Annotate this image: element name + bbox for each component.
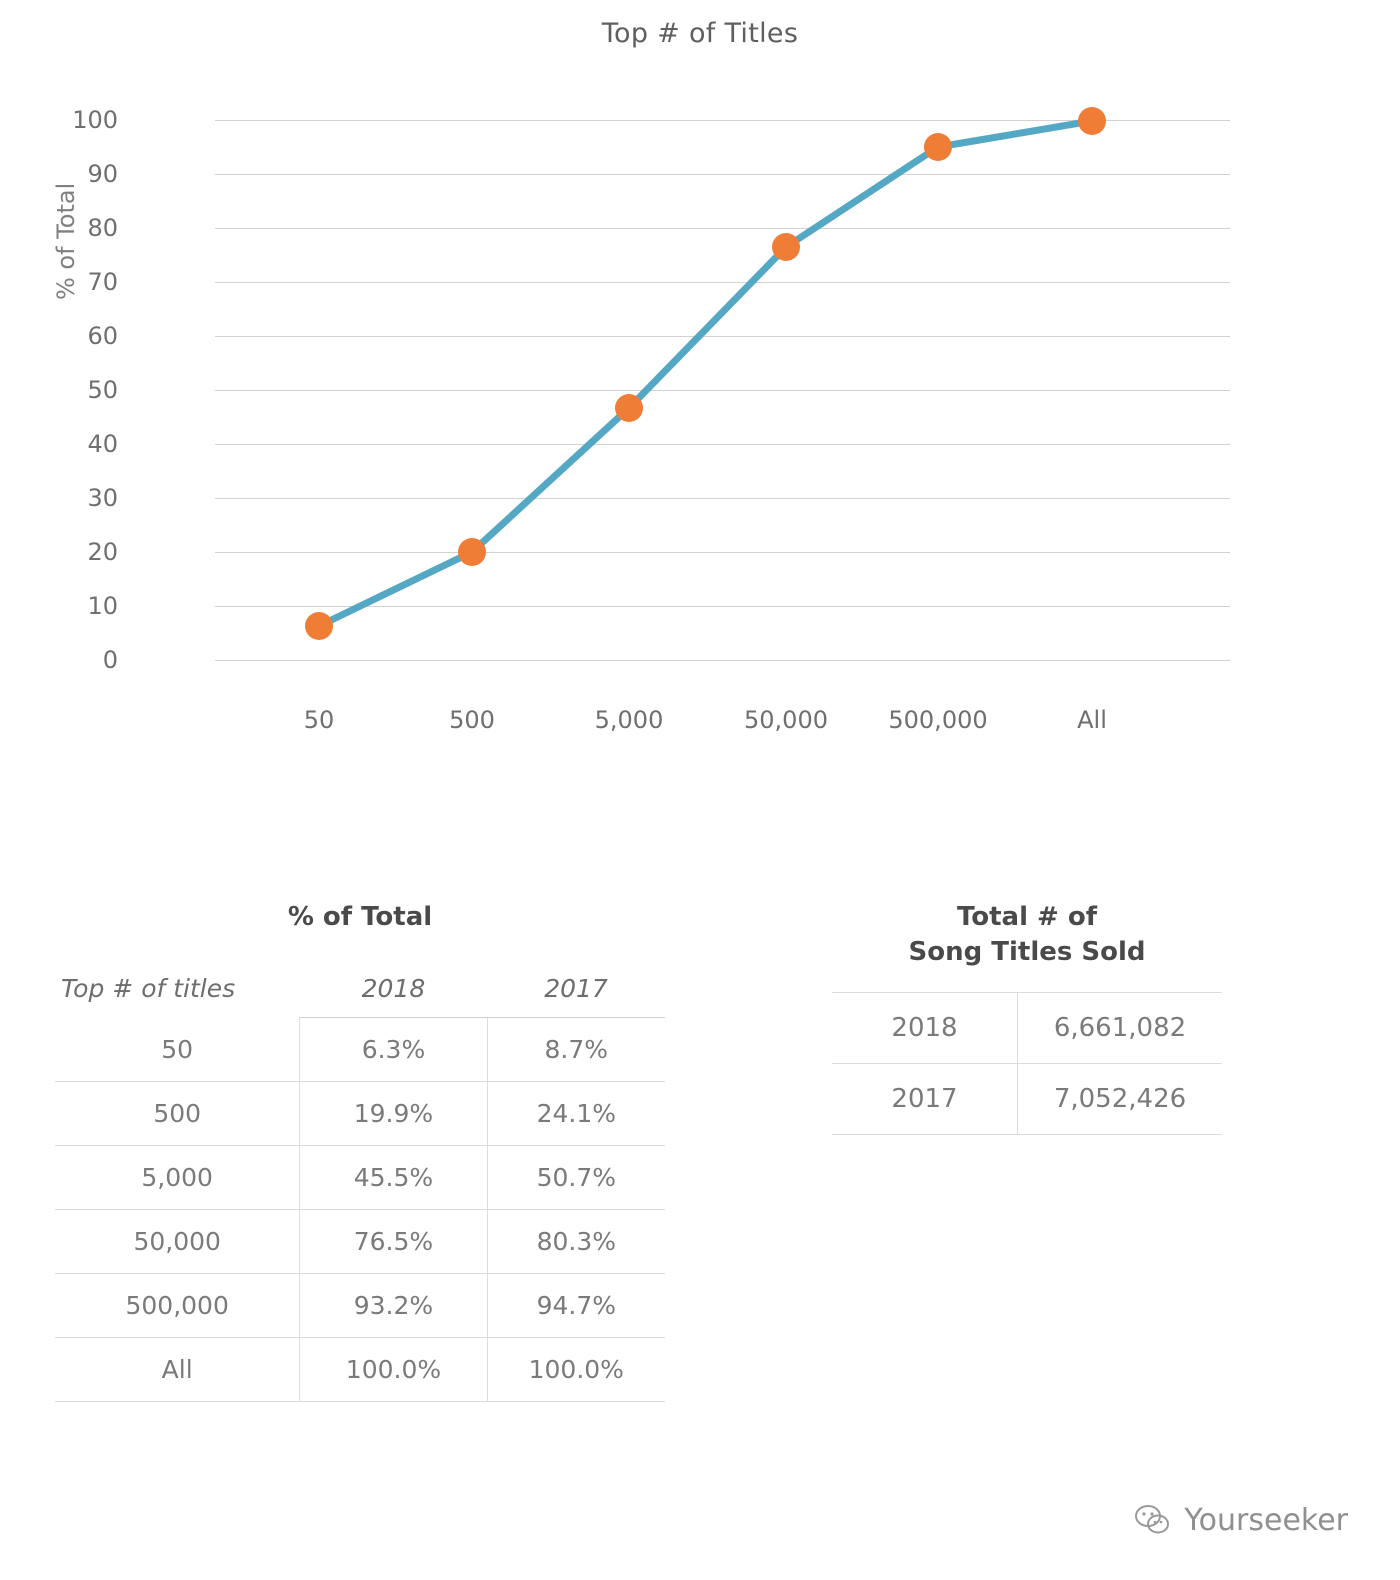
cell-2018: 45.5% — [300, 1146, 487, 1210]
table-row — [55, 1146, 665, 1210]
column-header-2017: 2017 — [487, 957, 665, 1018]
cell-total: 6,661,082 — [1018, 993, 1223, 1064]
cell-2017: 100.0% — [487, 1338, 665, 1402]
cell-2018: 100.0% — [300, 1338, 487, 1402]
y-tick-0: 0 — [102, 646, 118, 674]
tables-section — [0, 900, 1400, 1580]
column-header-titles: Top # of titles — [61, 974, 236, 1004]
y-tick-80: 80 — [87, 214, 118, 242]
percent-table-title: % of Total — [287, 902, 433, 932]
table-row — [55, 1338, 665, 1402]
percent-of-total-table — [55, 900, 665, 1402]
cell-2018: 19.9% — [300, 1082, 487, 1146]
chart-title: Top # of Titles — [601, 18, 799, 49]
watermark-label: Yourseeker — [1184, 1502, 1348, 1538]
column-header-2018: 2018 — [300, 957, 487, 1018]
table-row — [832, 993, 1222, 1064]
y-tick-100: 100 — [72, 106, 118, 134]
cell-2017: 8.7% — [487, 1018, 665, 1082]
x-tick-1: 500 — [449, 706, 495, 734]
y-tick-20: 20 — [87, 538, 118, 566]
table-header-row — [55, 957, 665, 1018]
cell-2017: 50.7% — [487, 1146, 665, 1210]
cell-label: 500 — [55, 1082, 300, 1146]
watermark — [1132, 1500, 1348, 1540]
table-row — [55, 1082, 665, 1146]
table-row — [55, 1018, 665, 1082]
y-tick-30: 30 — [87, 484, 118, 512]
y-tick-90: 90 — [87, 160, 118, 188]
table-row — [832, 1064, 1222, 1135]
totals-table — [832, 992, 1222, 1135]
cell-2018: 93.2% — [300, 1274, 487, 1338]
cell-label: 5,000 — [55, 1146, 300, 1210]
x-tick-4: 500,000 — [888, 706, 988, 734]
y-tick-40: 40 — [87, 430, 118, 458]
cell-year: 2018 — [832, 993, 1018, 1064]
cell-2018: 76.5% — [300, 1210, 487, 1274]
y-tick-70: 70 — [87, 268, 118, 296]
cell-label: All — [55, 1338, 300, 1402]
y-axis-label: % of Total — [52, 182, 80, 300]
cell-year: 2017 — [832, 1064, 1018, 1135]
percent-table — [55, 957, 665, 1402]
y-tick-60: 60 — [87, 322, 118, 350]
x-tick-0: 50 — [303, 706, 335, 734]
x-tick-5: All — [1077, 706, 1107, 734]
cell-2017: 80.3% — [487, 1210, 665, 1274]
y-tick-10: 10 — [87, 592, 118, 620]
cell-2017: 94.7% — [487, 1274, 665, 1338]
total-titles-sold-table — [832, 900, 1222, 1135]
cell-2018: 6.3% — [300, 1018, 487, 1082]
wechat-icon — [1132, 1500, 1172, 1540]
totals-title-line1: Total # of — [956, 902, 1098, 932]
cell-label: 50 — [55, 1018, 300, 1082]
cell-label: 50,000 — [55, 1210, 300, 1274]
totals-title-line2: Song Titles Sold — [908, 937, 1146, 968]
totals-table-title — [832, 900, 1222, 970]
y-tick-50: 50 — [87, 376, 118, 404]
cell-total: 7,052,426 — [1018, 1064, 1223, 1135]
x-tick-2: 5,000 — [594, 706, 664, 734]
cell-label: 500,000 — [55, 1274, 300, 1338]
table-row — [55, 1274, 665, 1338]
x-tick-3: 50,000 — [744, 706, 828, 734]
cell-2017: 24.1% — [487, 1082, 665, 1146]
table-row — [55, 1210, 665, 1274]
